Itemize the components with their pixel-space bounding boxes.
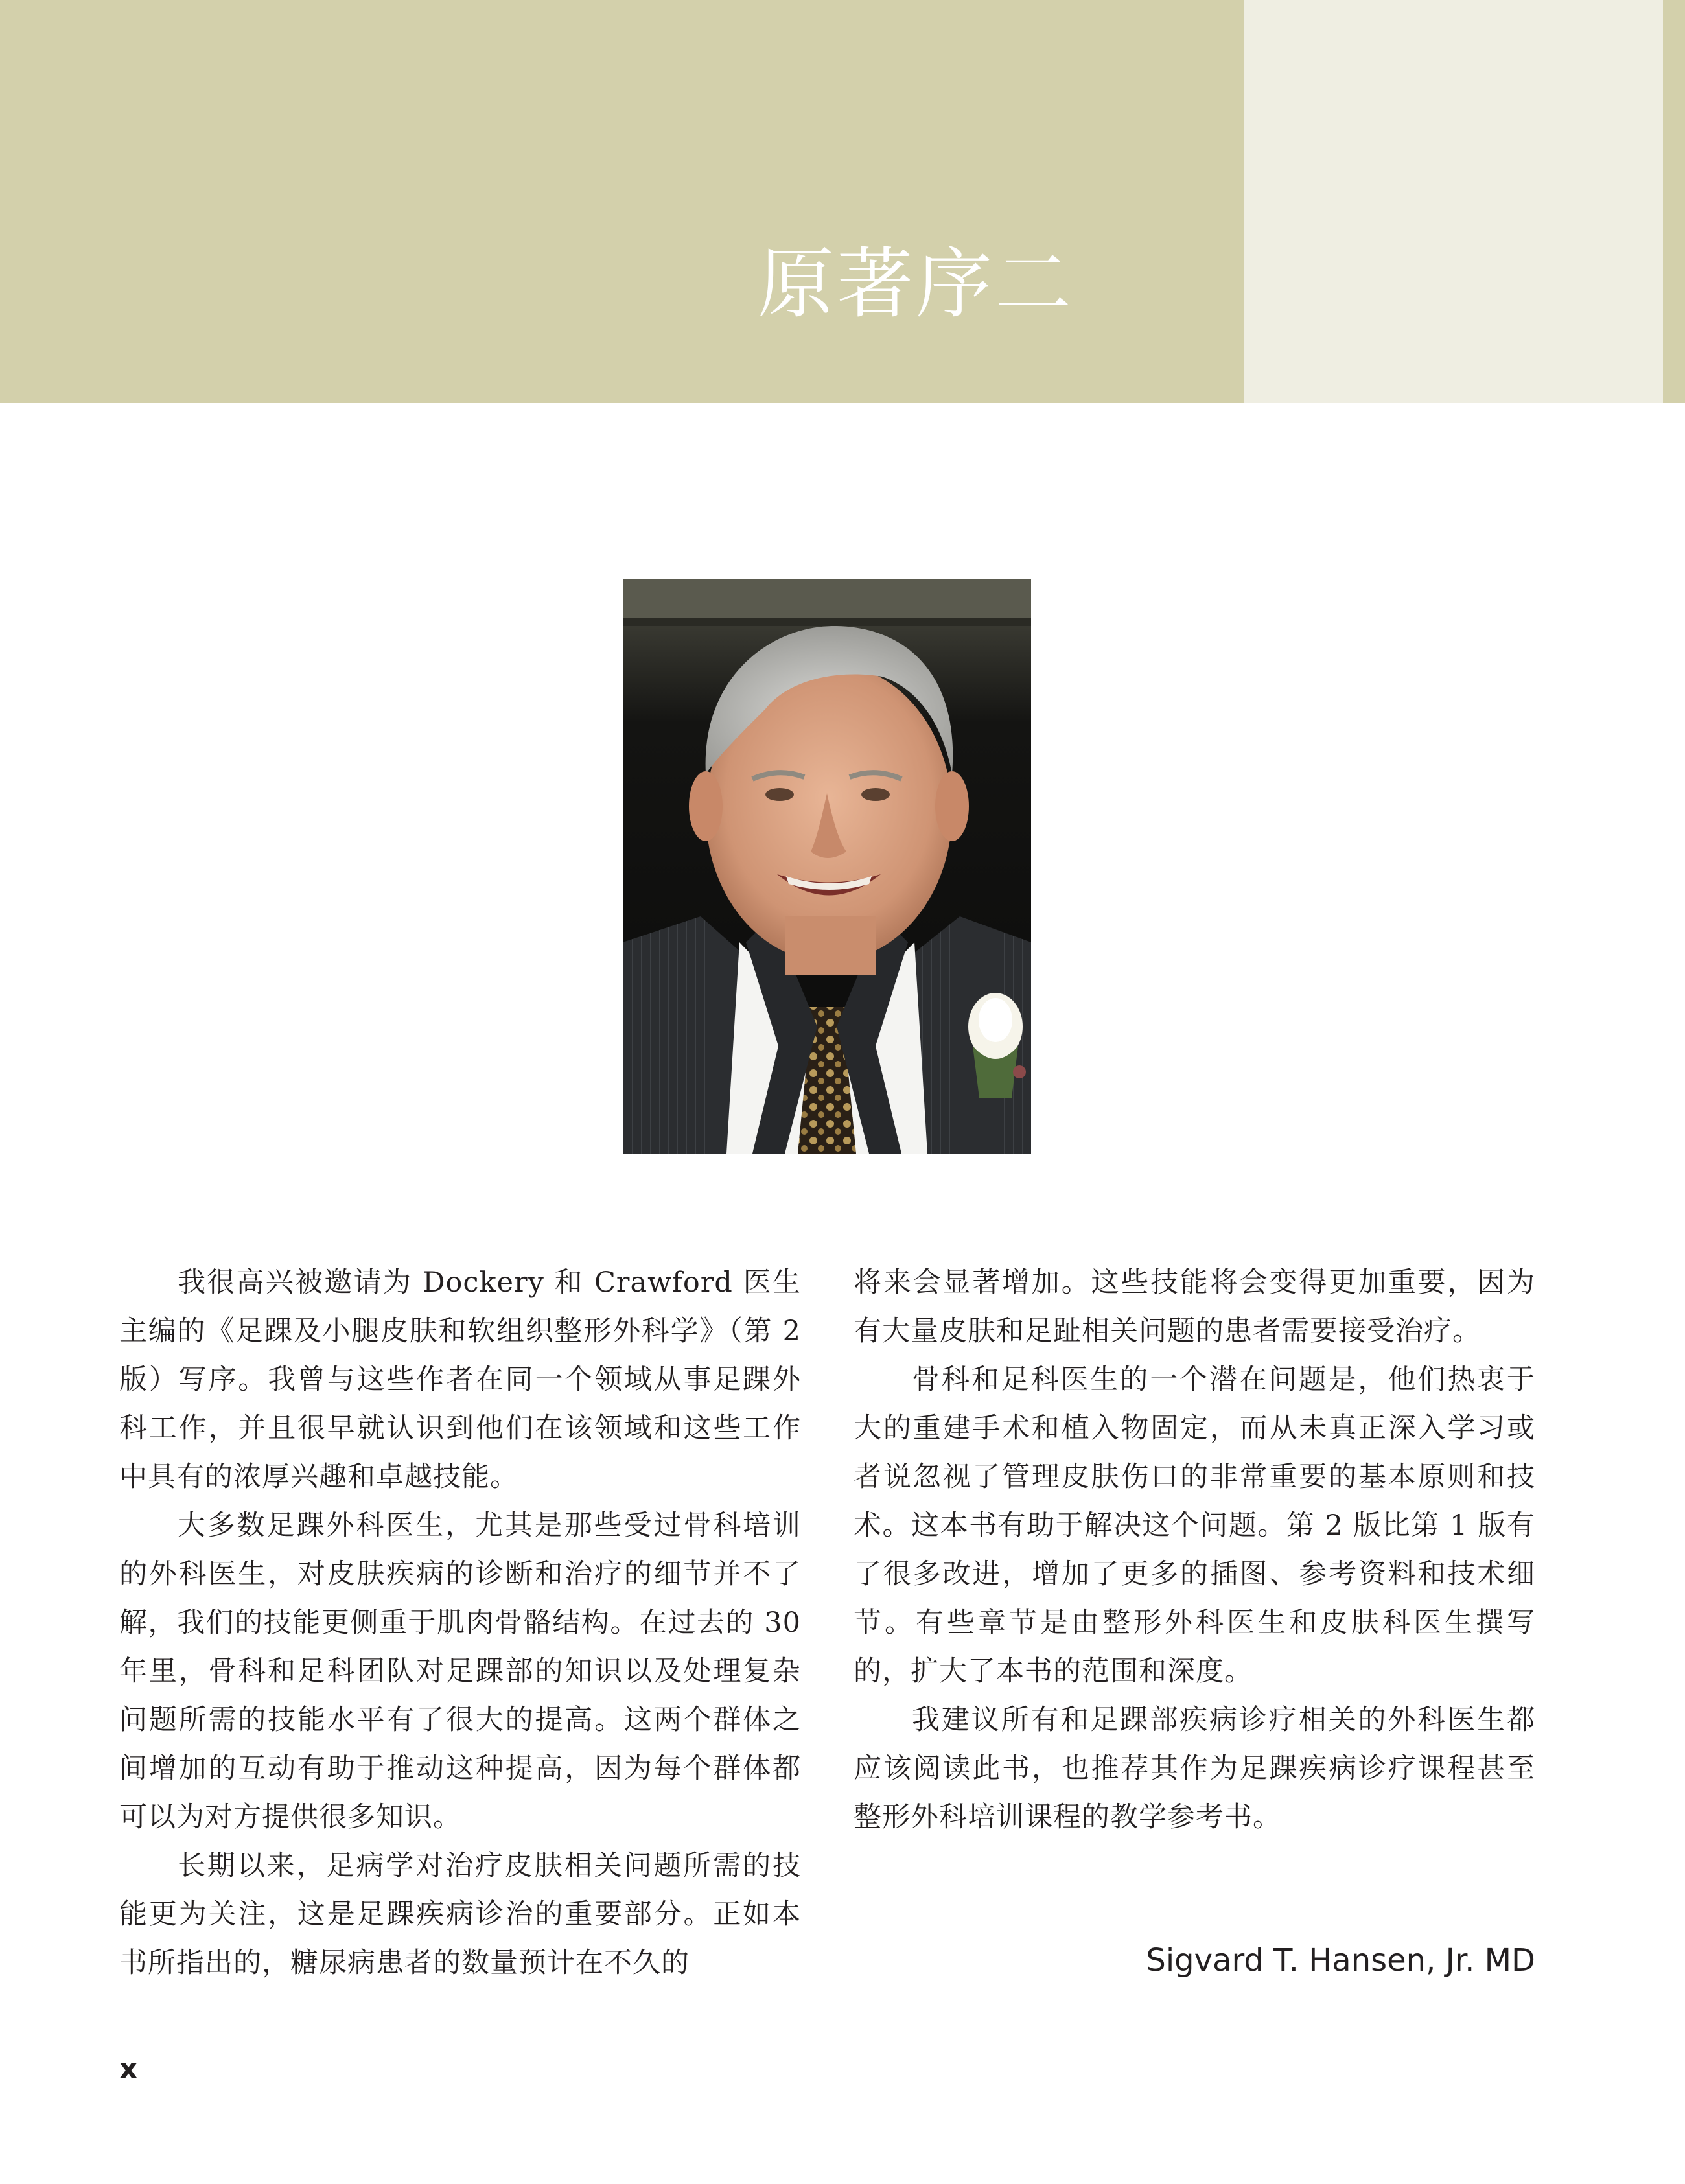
body-paragraph: 大多数足踝外科医生，尤其是那些受过骨科培训的外科医生，对皮肤疾病的诊断和治疗的细节并不了解，我们的技能更侧重于肌肉骨骼结构。在过去的 30 年里，骨科和足科团队对足踝部的知识以及处理复杂问题所需的技能水平有了很大的提高。这两个群体之间增加的互动有助于推动这种提高，因为每个群体都可以为对方提供很多知识。 <box>119 1509 801 1833</box>
body-paragraph: 我建议所有和足踝部疾病诊疗相关的外科医生都应该阅读此书，也推荐其作为足踝疾病诊疗课程甚至整形外科培训课程的教学参考书。 <box>854 1704 1535 1833</box>
author-signature: Sigvard T. Hansen, Jr. MD <box>1146 1942 1535 1979</box>
body-paragraph: 长期以来，足病学对治疗皮肤相关问题所需的技能更为关注，这是足踝疾病诊治的重要部分。正如本书所指出的，糖尿病患者的数量预计在不久的 <box>119 1850 801 1979</box>
author-portrait <box>623 579 1031 1154</box>
text-column-left <box>119 1259 801 1988</box>
page-title: 原著序二 <box>758 239 1075 329</box>
header-side-panel <box>1244 0 1663 403</box>
header-band <box>0 0 1244 403</box>
body-paragraph-continuation: 将来会显著增加。这些技能将会变得更加重要，因为有大量皮肤和足趾相关问题的患者需要接受治疗。 <box>854 1266 1535 1347</box>
header-edge-strip <box>1663 0 1685 403</box>
page-number: x <box>119 2052 138 2085</box>
text-column-right <box>854 1259 1535 1842</box>
body-paragraph: 骨科和足科医生的一个潜在问题是，他们热衷于大的重建手术和植入物固定，而从未真正深入学习或者说忽视了管理皮肤伤口的非常重要的基本原则和技术。这本书有助于解决这个问题。第 2 版比第 1 版有了很多改进，增加了更多的插图、参考资料和技术细节。有些章节是由整形外科医生和皮肤科医生撰写的，扩大了本书的范围和深度。 <box>854 1364 1535 1688</box>
body-paragraph: 我很高兴被邀请为 Dockery 和 Crawford 医生主编的《足踝及小腿皮肤和软组织整形外科学》（第 2 版）写序。我曾与这些作者在同一个领域从事足踝外科工作，并且很早就认识到他们在该领域和这些工作中具有的浓厚兴趣和卓越技能。 <box>119 1266 801 1493</box>
